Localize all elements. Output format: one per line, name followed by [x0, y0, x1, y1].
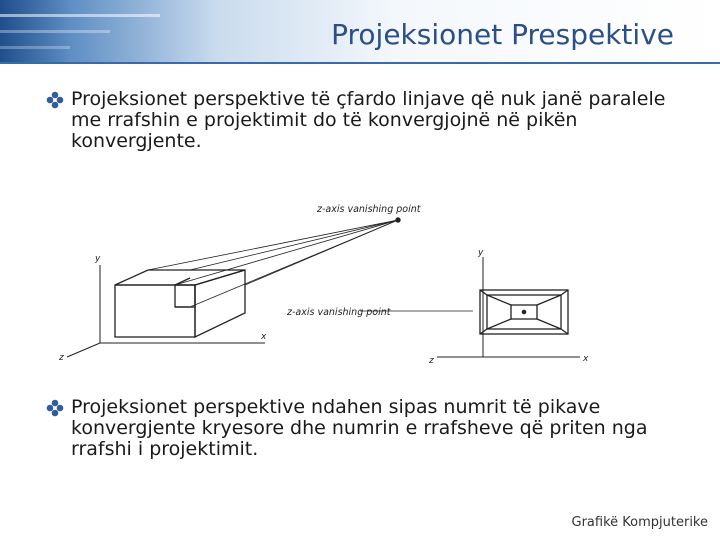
header-divider [0, 62, 720, 64]
axis-label-x: x [261, 332, 267, 342]
axis-label-x: x [583, 354, 589, 364]
perspective-figure [55, 195, 655, 370]
diamond-bullet-icon [46, 91, 64, 109]
axis-label-y: y [95, 254, 101, 264]
bullet-text: Projeksionet perspektive ndahen sipas numrit të pikave konvergjente kryesore dhe numrin e rrafsheve që priten nga rrafshi i projektimit. [71, 396, 648, 460]
right-axes [437, 257, 580, 357]
axis-label-z: z [429, 356, 434, 366]
bullet-item-1 [46, 89, 691, 152]
vanishing-point [522, 310, 526, 314]
header-stripe [0, 14, 160, 17]
slide-title: Projeksionet Prespektive [331, 18, 674, 51]
header-stripe [0, 46, 70, 49]
axis-label-z: z [59, 353, 64, 363]
bullet-item-2 [46, 397, 691, 460]
bullet-text: Projeksionet perspektive të çfardo linjave që nuk janë paralele me rrafshin e projektimit do të konvergjojnë në pikën konvergjente. [71, 88, 666, 152]
header-banner [0, 0, 720, 62]
converging-lines [148, 220, 398, 307]
diamond-bullet-icon [46, 399, 64, 417]
header-stripe [0, 30, 110, 33]
left-axes [67, 265, 265, 357]
axis-label-y: y [478, 248, 484, 258]
vanishing-point [396, 218, 400, 222]
footer-text: Grafikë Kompjuterike [571, 515, 708, 530]
perspective-box [115, 270, 245, 337]
left-vanishing-label: z-axis vanishing point [317, 204, 421, 215]
right-vanishing-label: z-axis vanishing point [287, 307, 391, 318]
